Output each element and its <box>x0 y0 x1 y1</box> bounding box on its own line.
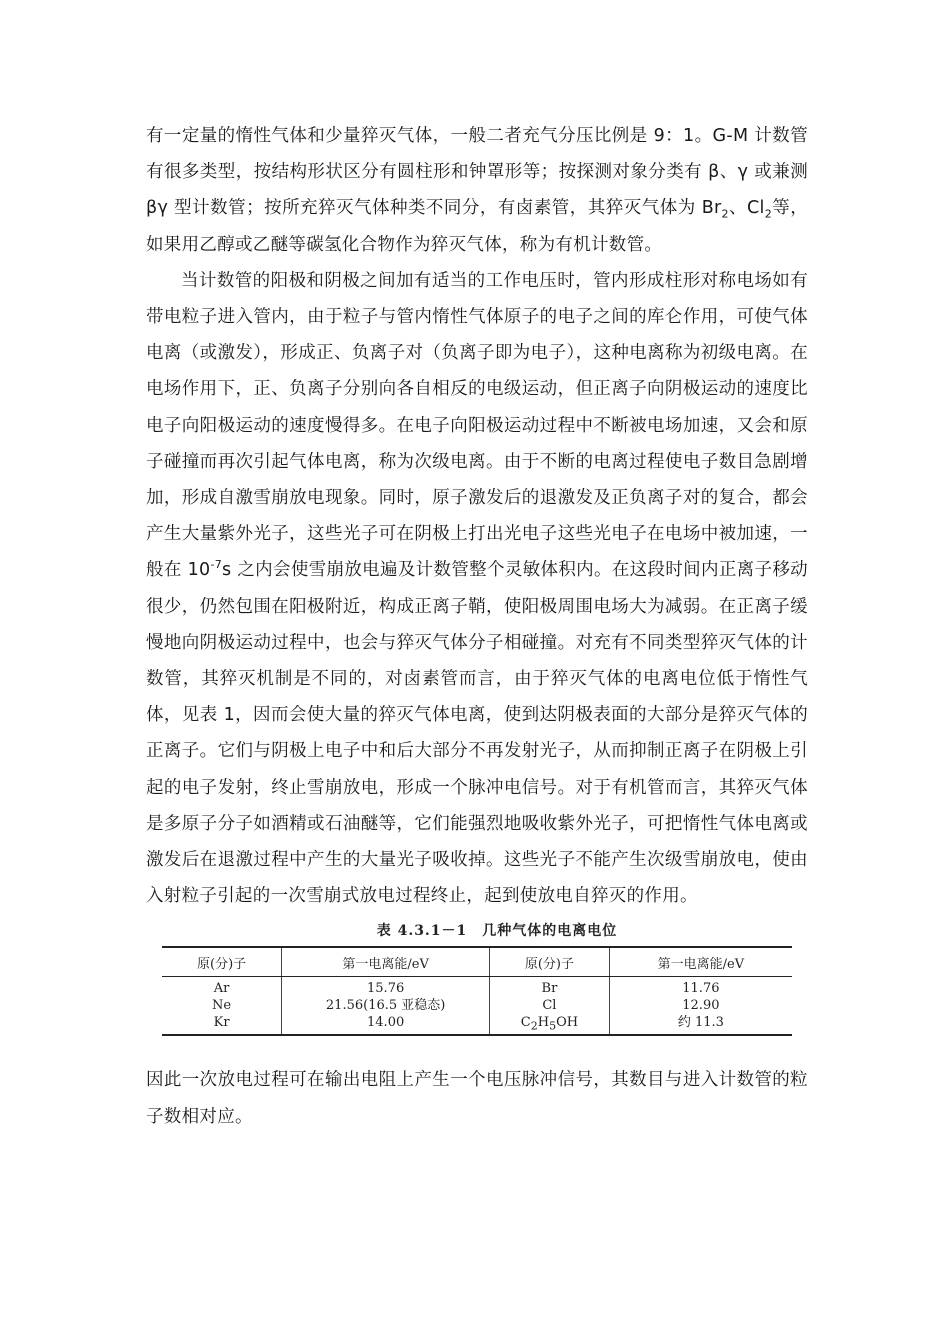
paragraph-conclusion: 因此一次放电过程可在输出电阻上产生一个电压脉冲信号，其数目与进入计数管的粒子数相对应。 <box>146 1070 808 1127</box>
table-row <box>162 1014 792 1035</box>
cell-energy: 约 11.3 <box>609 1014 792 1035</box>
ionization-table-block <box>162 920 792 1036</box>
ionization-potential-table <box>162 946 792 1036</box>
document-page <box>146 118 808 1135</box>
cell-atom: Br <box>490 977 610 998</box>
cell-energy: 14.00 <box>282 1014 490 1035</box>
cell-atom: Ne <box>162 997 282 1014</box>
table-header-row <box>162 947 792 977</box>
table-row <box>162 997 792 1014</box>
header-energy-2: 第一电离能/eV <box>609 947 792 977</box>
paragraph-quench-gas-intro: 有一定量的惰性气体和少量猝灭气体，一般二者充气分压比例是 9：1。G-M 计数管有很多类型，按结构形状区分有圆柱形和钟罩形等；按探测对象分类有 β、γ 或兼测 βγ 型计数管；按所充猝灭气体种类不同分，有卤素管，其猝灭气体为 $Br_2$、$Cl_2$等，如果用乙醇或乙醚等碳氢化合物作为猝灭气体，称为有机计数管。 <box>146 126 808 255</box>
cell-atom: Cl <box>490 997 610 1014</box>
table-row <box>162 977 792 998</box>
cell-atom-formula: $C_2H_5OH$ <box>490 1014 610 1035</box>
cell-energy: 21.56(16.5 亚稳态) <box>282 997 490 1014</box>
header-atom-2: 原(分)子 <box>490 947 610 977</box>
header-energy-1: 第一电离能/eV <box>282 947 490 977</box>
paragraph-discharge-mechanism: 当计数管的阳极和阴极之间加有适当的工作电压时，管内形成柱形对称电场如有带电粒子进入管内，由于粒子与管内惰性气体原子的电子之间的库仑作用，可使气体电离（或激发），形成正、负离子对（负离子即为电子），这种电离称为初级电离。在电场作用下，正、负离子分别向各自相反的电级运动，但正离子向阴极运动的速度比电子向阳极运动的速度慢得多。在电子向阳极运动过程中不断被电场加速，又会和原子碰撞而再次引起气体电离，称为次级电离。由于不断的电离过程使电子数目急剧增加，形成自激雪崩放电现象。同时，原子激发后的退激发及正负离子对的复合，都会产生大量紫外光子，这些光子可在阴极上打出光电子这些光电子在电场中被加速，一般在 $10^{-7}s$ 之内会使雪崩放电遍及计数管整个灵敏体积内。在这段时间内正离子移动很少，仍然包围在阳极附近，构成正离子鞘，使阳极周围电场大为减弱。在正离子缓慢地向阴极运动过程中，也会与猝灭气体分子相碰撞。对充有不同类型猝灭气体的计数管，其猝灭机制是不同的，对卤素管而言，由于猝灭气体的电离电位低于惰性气体，见表 1，因而会使大量的猝灭气体电离，使到达阴极表面的大部分是猝灭气体的正离子。它们与阴极上电子中和后大部分不再发射光子，从而抑制正离子在阴极上引起的电子发射，终止雪崩放电，形成一个脉冲电信号。对于有机管而言，其猝灭气体是多原子分子如酒精或石油醚等，它们能强烈地吸收紫外光子，可把惰性气体电离或激发后在退激过程中产生的大量光子吸收掉。这些光子不能产生次级雪崩放电，使由入射粒子引起的一次雪崩式放电过程终止，起到使放电自猝灭的作用。 <box>146 270 808 907</box>
table-caption: 表 4.3.1－1 几种气体的电离电位 <box>376 923 618 940</box>
cell-energy: 12.90 <box>682 998 720 1014</box>
cell-atom: Ar <box>162 977 282 998</box>
cell-atom: Kr <box>162 1014 282 1035</box>
cell-energy: 11.76 <box>682 981 720 997</box>
header-atom-1: 原(分)子 <box>162 947 282 977</box>
cell-energy: 15.76 <box>282 977 490 998</box>
